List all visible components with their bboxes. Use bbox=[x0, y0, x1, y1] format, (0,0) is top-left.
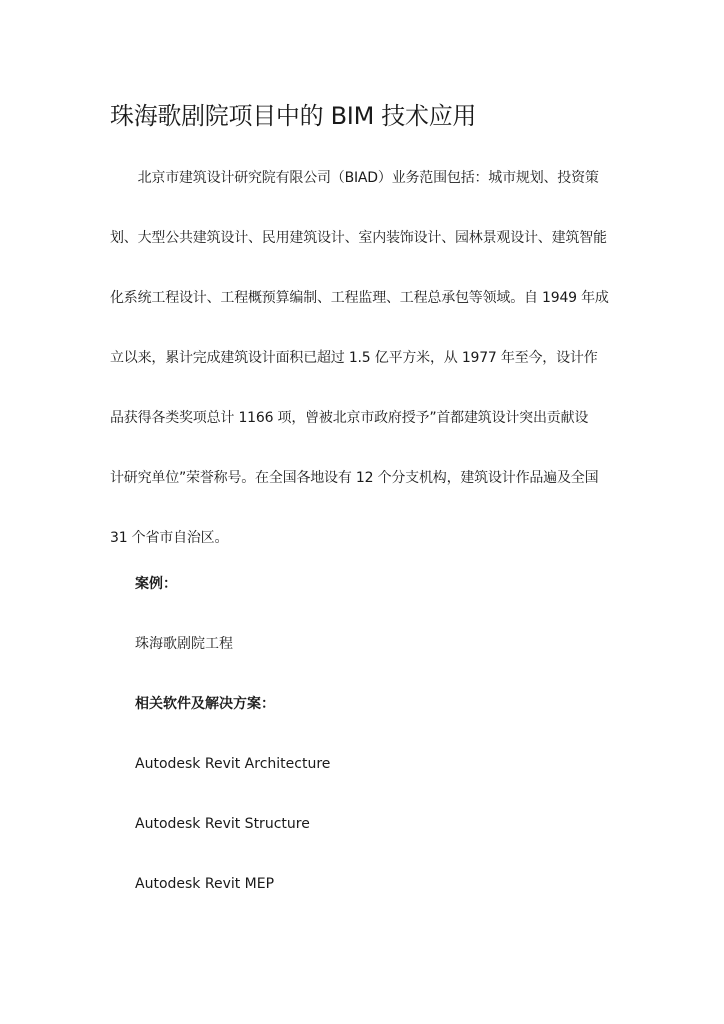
software-item-mep: Autodesk Revit MEP bbox=[135, 876, 275, 892]
intro-line-7: 31 个省市自治区。 bbox=[110, 530, 229, 546]
software-label: 相关软件及解决方案： bbox=[135, 696, 275, 712]
intro-line-4: 立以来，累计完成建筑设计面积已超过 1.5 亿平方米，从 1977 年至今，设计作 bbox=[110, 350, 598, 366]
software-item-architecture: Autodesk Revit Architecture bbox=[135, 756, 331, 772]
intro-line-5: 品获得各类奖项总计 1166 项，曾被北京市政府授予”首都建筑设计突出贡献设 bbox=[110, 410, 589, 426]
document-title: 珠海歌剧院项目中的 BIM 技术应用 bbox=[110, 102, 477, 130]
intro-line-2: 划、大型公共建筑设计、民用建筑设计、室内装饰设计、园林景观设计、建筑智能 bbox=[110, 230, 607, 246]
software-item-structure: Autodesk Revit Structure bbox=[135, 816, 310, 832]
intro-line-3: 化系统工程设计、工程概预算编制、工程监理、工程总承包等领域。自 1949 年成 bbox=[110, 290, 609, 306]
case-label: 案例： bbox=[135, 576, 177, 592]
intro-line-1: 北京市建筑设计研究院有限公司（BIAD）业务范围包括：城市规划、投资策 bbox=[110, 170, 599, 186]
case-name: 珠海歌剧院工程 bbox=[135, 636, 233, 652]
intro-line-6: 计研究单位”荣誉称号。在全国各地设有 12 个分支机构，建筑设计作品遍及全国 bbox=[110, 470, 599, 486]
